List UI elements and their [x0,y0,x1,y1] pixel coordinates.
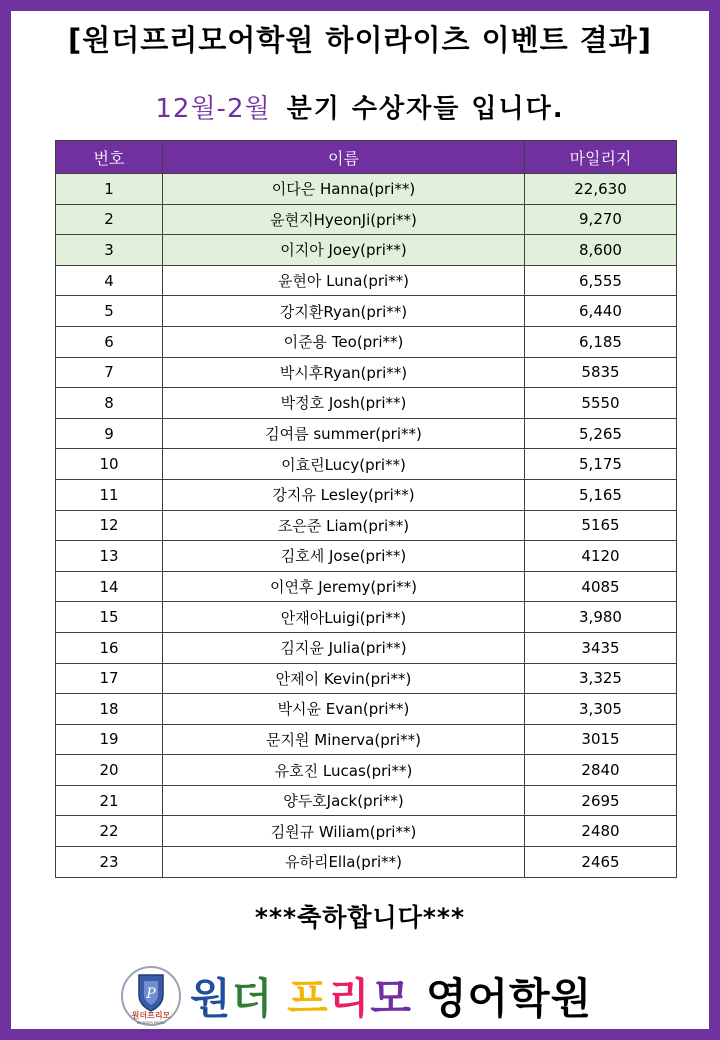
table-row [56,847,677,878]
subtitle-text: 분기 수상자들 입니다. [286,94,565,124]
subtitle [0,88,720,125]
table-row [56,602,677,633]
table-row [56,724,677,755]
row-name: 이준용 Teo(pri**) [163,326,525,357]
row-number: 13 [56,541,163,572]
logo-text: 원더프리모 [131,1011,171,1020]
row-name: 박시윤 Evan(pri**) [163,694,525,725]
row-name: 김지윤 Julia(pri**) [163,632,525,663]
row-number: 23 [56,847,163,878]
row-name: 이연후 Jeremy(pri**) [163,571,525,602]
row-name: 이지아 Joey(pri**) [163,235,525,266]
row-number: 11 [56,479,163,510]
congratulations-text: ***축하합니다*** [254,903,466,932]
table-row [56,816,677,847]
row-mileage: 3435 [525,632,677,663]
table-header-row [56,141,677,174]
table-row [56,510,677,541]
row-name: 안제이 Kevin(pri**) [163,663,525,694]
row-name: 김호세 Jose(pri**) [163,541,525,572]
row-mileage: 3015 [525,724,677,755]
row-name: 문지원 Minerva(pri**) [163,724,525,755]
academy-name [190,966,592,1026]
academy-name-part: 원 [190,974,232,1023]
row-mileage: 5,265 [525,418,677,449]
table-row [56,418,677,449]
row-mileage: 3,980 [525,602,677,633]
academy-name-part: 프 [287,974,329,1023]
row-name: 강지환Ryan(pri**) [163,296,525,327]
row-name: 유하리Ella(pri**) [163,847,525,878]
svg-text:P: P [146,986,156,1002]
row-number: 16 [56,632,163,663]
row-name: 조은준 Liam(pri**) [163,510,525,541]
row-mileage: 6,555 [525,265,677,296]
academy-name-part: 모 [370,974,412,1023]
row-name: 윤현지HyeonJi(pri**) [163,204,525,235]
row-name: 박시후Ryan(pri**) [163,357,525,388]
row-mileage: 2840 [525,755,677,786]
results-table [55,140,677,878]
row-number: 21 [56,785,163,816]
row-number: 20 [56,755,163,786]
table-row [56,174,677,205]
table-row [56,296,677,327]
row-name: 김원규 Wiliam(pri**) [163,816,525,847]
row-mileage: 5,175 [525,449,677,480]
header-name: 이름 [163,141,525,174]
row-number: 18 [56,694,163,725]
row-number: 22 [56,816,163,847]
row-mileage: 3,305 [525,694,677,725]
row-number: 6 [56,326,163,357]
table-row [56,204,677,235]
row-mileage: 6,440 [525,296,677,327]
row-mileage: 5550 [525,388,677,419]
header-number: 번호 [56,141,163,174]
row-mileage: 2480 [525,816,677,847]
row-mileage: 9,270 [525,204,677,235]
row-name: 유호진 Lucas(pri**) [163,755,525,786]
table-row [56,479,677,510]
row-mileage: 5165 [525,510,677,541]
table-row [56,755,677,786]
row-mileage: 4085 [525,571,677,602]
row-name: 윤현아 Luna(pri**) [163,265,525,296]
row-mileage: 5835 [525,357,677,388]
academy-name-part: 영어학원 [425,974,593,1023]
row-name: 강지유 Lesley(pri**) [163,479,525,510]
row-mileage: 5,165 [525,479,677,510]
table-row [56,663,677,694]
table-row [56,632,677,663]
row-mileage: 2695 [525,785,677,816]
row-number: 10 [56,449,163,480]
row-number: 12 [56,510,163,541]
row-number: 5 [56,296,163,327]
row-name: 김여름 summer(pri**) [163,418,525,449]
row-mileage: 6,185 [525,326,677,357]
row-number: 7 [56,357,163,388]
page-title: [원더프리모어학원 하이라이츠 이벤트 결과] [67,23,653,57]
row-mileage: 22,630 [525,174,677,205]
subtitle-period: 12월-2월 [155,94,271,124]
row-number: 17 [56,663,163,694]
row-number: 9 [56,418,163,449]
row-number: 8 [56,388,163,419]
row-number: 14 [56,571,163,602]
row-number: 4 [56,265,163,296]
logo-caption: WONDER PRIMO [136,1021,166,1025]
row-mileage: 2465 [525,847,677,878]
academy-logo [120,965,182,1027]
row-name: 이효린Lucy(pri**) [163,449,525,480]
table-row [56,571,677,602]
academy-name-part: 리 [328,974,371,1023]
table-row [56,326,677,357]
academy-name-part: 더 [231,974,274,1023]
row-number: 15 [56,602,163,633]
table-row [56,449,677,480]
table-row [56,694,677,725]
row-mileage: 8,600 [525,235,677,266]
row-number: 1 [56,174,163,205]
row-mileage: 3,325 [525,663,677,694]
header-mileage: 마일리지 [525,141,677,174]
table-row [56,357,677,388]
row-name: 양두호Jack(pri**) [163,785,525,816]
table-row [56,541,677,572]
row-number: 2 [56,204,163,235]
row-number: 19 [56,724,163,755]
table-row [56,265,677,296]
table-row [56,388,677,419]
row-name: 박정호 Josh(pri**) [163,388,525,419]
row-number: 3 [56,235,163,266]
row-mileage: 4120 [525,541,677,572]
row-name: 안재아Luigi(pri**) [163,602,525,633]
row-name: 이다은 Hanna(pri**) [163,174,525,205]
table-row [56,785,677,816]
table-row [56,235,677,266]
